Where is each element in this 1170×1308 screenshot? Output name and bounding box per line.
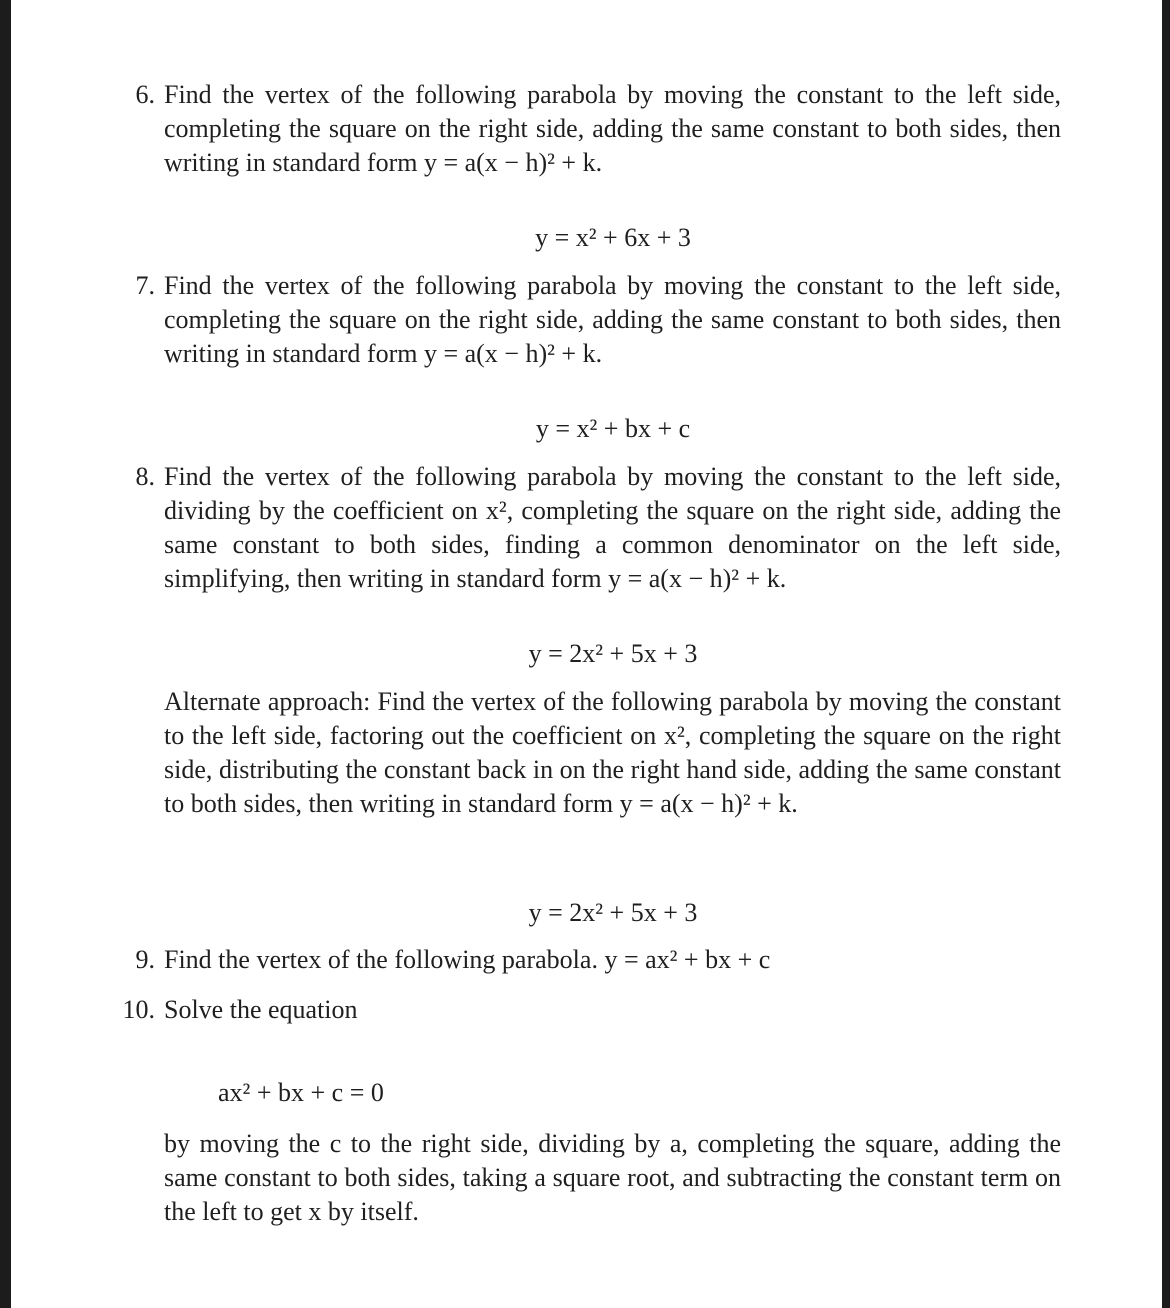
problem-8-text: Find the vertex of the following parabola by moving the constant to the left side, dividing by the coefficient on x², completing the square on the right side, adding the same constant to both sides, finding a common denominator on the left side, simplifying, then writing in standard form y = a(x − h)² + k.: [164, 462, 1061, 593]
problem-10-number: 10.: [122, 995, 155, 1024]
problem-8-alternate-equation: y = 2x² + 5x + 3: [528, 898, 698, 927]
problem-8-number: 8.: [135, 462, 155, 491]
problem-8-alternate-text: Alternate approach: Find the vertex of the following parabola by moving the constant to the left side, factoring out the coefficient on x², completing the square on the right side, distributing the constant back in on the right hand side, adding the same constant to both sides, then writing in standard form y = a(x − h)² + k.: [164, 687, 1061, 818]
problem-10-followup-text: by moving the c to the right side, dividing by a, completing the square, adding the same constant to both sides, taking a square root, and subtracting the constant term on the left to get x by itself.: [164, 1129, 1061, 1226]
problem-7-number: 7.: [135, 271, 155, 300]
problem-6-number: 6.: [135, 80, 155, 109]
problem-10-text: Solve the equation: [164, 995, 358, 1024]
problem-6-equation: y = x² + 6x + 3: [535, 223, 691, 252]
problem-9-number: 9.: [135, 945, 155, 974]
problem-9-text: Find the vertex of the following parabola. y = ax² + bx + c: [164, 945, 771, 974]
problem-7-text: Find the vertex of the following parabola by moving the constant to the left side, completing the square on the right side, adding the same constant to both sides, then writing in standard form y = a(x − h)² + k.: [164, 271, 1061, 368]
problem-7-equation: y = x² + bx + c: [535, 414, 691, 443]
problem-6-text: Find the vertex of the following parabola by moving the constant to the left side, completing the square on the right side, adding the same constant to both sides, then writing in standard form y = a(x − h)² + k.: [164, 80, 1061, 177]
problem-8-equation: y = 2x² + 5x + 3: [528, 639, 698, 668]
problem-10-equation: ax² + bx + c = 0: [218, 1078, 384, 1107]
